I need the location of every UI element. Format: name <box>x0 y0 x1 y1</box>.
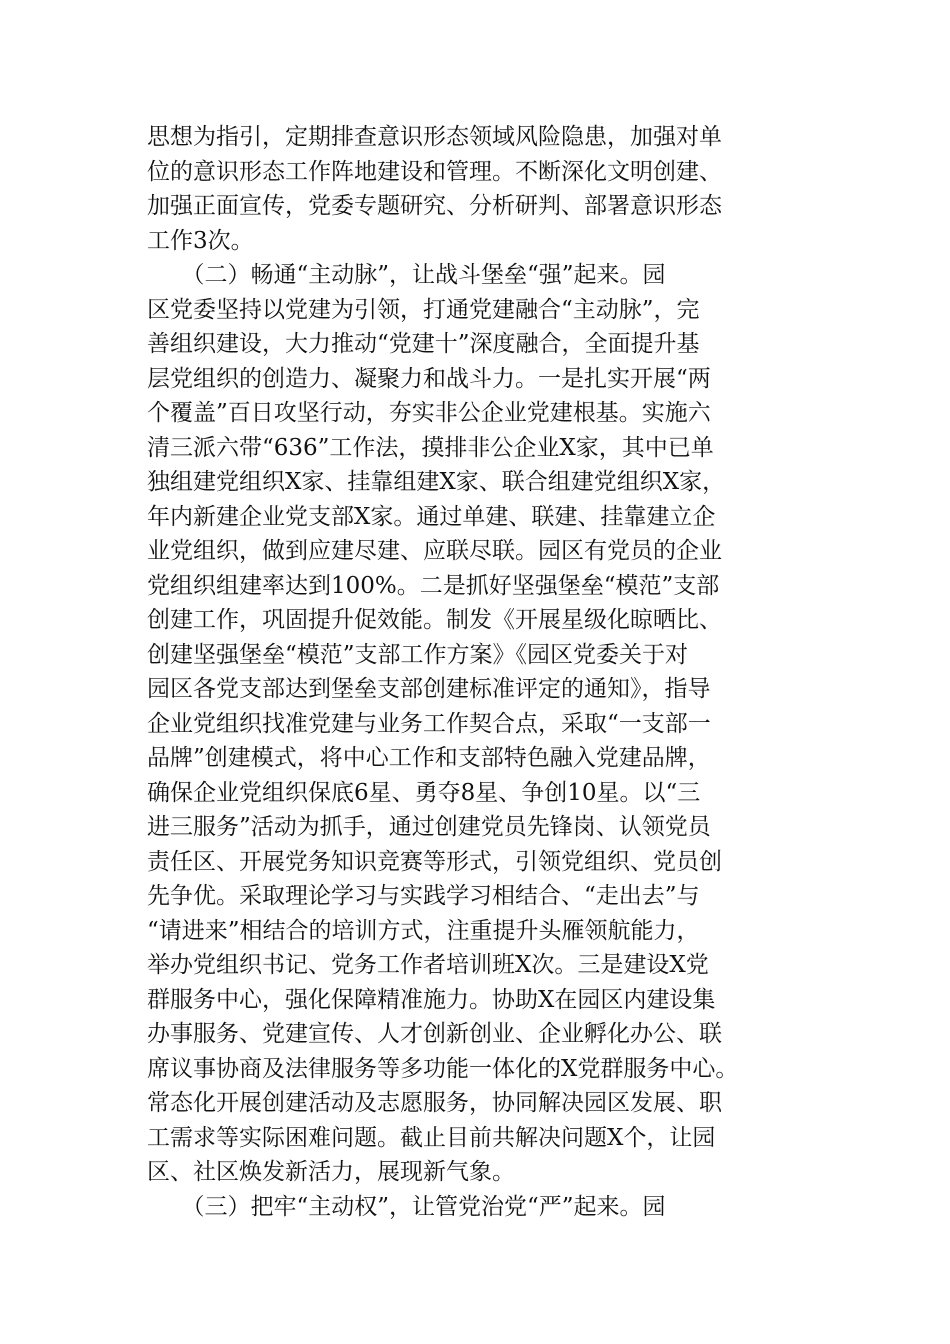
text-line: 独组建党组织X家、挂靠组建X家、联合组建党组织X家， <box>147 469 726 495</box>
text-line: 办事服务、党建宣传、人才创新创业、企业孵化办公、联 <box>147 1021 722 1047</box>
text-line: 责任区、开展党务知识竞赛等形式，引领党组织、党员创 <box>147 848 722 875</box>
text-line: 业党组织，做到应建尽建、应联尽联。园区有党员的企业 <box>147 538 722 564</box>
section-heading-line: （三）把牢“主动权”，让管党治党“严”起来。园 <box>147 1193 666 1220</box>
text-line: 举办党组织书记、党务工作者培训班X次。三是建设X党 <box>147 952 709 978</box>
text-line: 群服务中心，强化保障精准施力。协助X在园区内建设集 <box>147 986 716 1013</box>
text-line: 思想为指引，定期排查意识形态领域风险隐患，加强对单 <box>147 124 722 150</box>
text-line: 区党委坚持以党建为引领，打通党建融合“主动脉”，完 <box>147 296 700 323</box>
text-line: 区、社区焕发新活力，展现新气象。 <box>147 1159 515 1185</box>
text-line: 品牌”创建模式，将中心工作和支部特色融入党建品牌， <box>147 745 711 771</box>
text-line: 园区各党支部达到堡垒支部创建标准评定的通知》，指导 <box>147 676 711 702</box>
text-line: 善组织建设，大力推动“党建十”深度融合，全面提升基 <box>147 331 700 357</box>
body-text <box>147 120 807 1224</box>
section-heading-line: （二）畅通“主动脉”，让战斗堡垒“强”起来。园 <box>147 262 666 288</box>
text-line: 加强正面宣传，党委专题研究、分析研判、部署意识形态 <box>147 193 722 219</box>
text-line: 创建工作，巩固提升促效能。制发《开展星级化晾晒比、 <box>147 607 722 633</box>
text-line: 确保企业党组织保底6星、勇夺8星、争创10星。以“三 <box>147 779 701 806</box>
text-line: 进三服务”活动为抓手，通过创建党员先锋岗、认领党员 <box>147 814 711 840</box>
text-line: 位的意识形态工作阵地建设和管理。不断深化文明创建、 <box>147 158 722 185</box>
text-line: 企业党组织找准党建与业务工作契合点，采取“一支部一 <box>147 710 711 737</box>
text-line: 先争优。采取理论学习与实践学习相结合、“走出去”与 <box>147 883 700 909</box>
text-line: 年内新建企业党支部X家。通过单建、联建、挂靠建立企 <box>147 503 716 530</box>
text-line: 党组织组建率达到100%。二是抓好坚强堡垒“模范”支部 <box>147 572 720 599</box>
text-line: 工需求等实际困难问题。截止目前共解决问题X个，让园 <box>147 1124 716 1151</box>
text-line: 创建坚强堡垒“模范”支部工作方案》《园区党委关于对 <box>147 641 689 668</box>
text-line: 席议事协商及法律服务等多功能一体化的X党群服务中心。 <box>147 1055 739 1082</box>
text-line: 个覆盖”百日攻坚行动，夯实非公企业党建根基。实施六 <box>147 400 711 426</box>
text-line: 层党组织的创造力、凝聚力和战斗力。一是扎实开展“两 <box>147 365 711 392</box>
text-line: 常态化开展创建活动及志愿服务，协同解决园区发展、职 <box>147 1090 722 1116</box>
text-line: “请进来”相结合的培训方式，注重提升头雁领航能力， <box>147 917 700 944</box>
text-line: 工作3次。 <box>147 227 254 254</box>
text-line: 清三派六带“636”工作法，摸排非公企业X家，其中已单 <box>147 434 714 461</box>
